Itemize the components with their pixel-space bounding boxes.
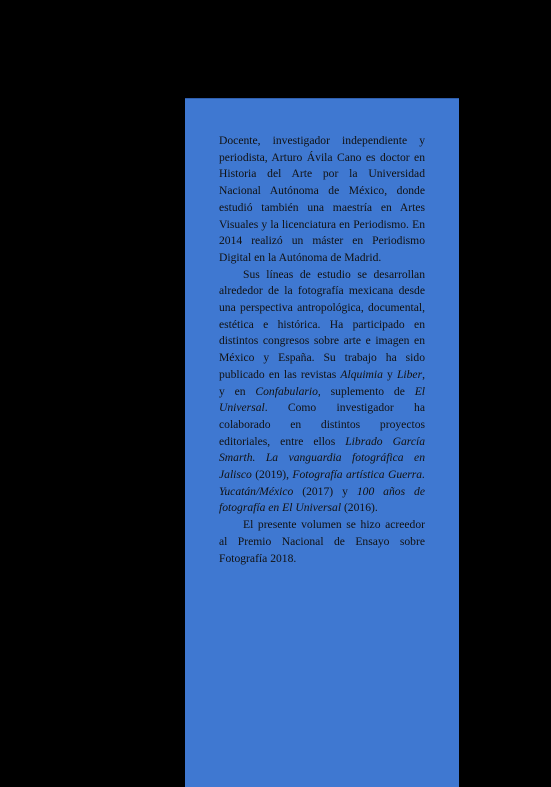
bio-text: y (382, 367, 397, 381)
book-title: Fotografía artística Guerra. Yucatán/México (219, 468, 425, 498)
bio-text: (2019), (251, 468, 293, 482)
book-title: 100 años de fotografía en El Universal (219, 484, 425, 515)
bio-paragraph-2 (219, 267, 425, 518)
bio-text: . Como investigador ha colaborado en distintos proyectos editoriales, entre ellos (219, 401, 425, 448)
publication-title: Liber (396, 367, 423, 381)
bio-paragraph-1: Docente, investigador independiente y periodista, Arturo Ávila Cano es doctor en Historia del Arte por la Universidad Nacional Autónoma de México, donde estudió también una maestría en Artes Visuales y la licenciatura en Periodismo. En 2014 realizó un máster en Periodismo Digital en la Autónoma de Madrid. (219, 134, 425, 264)
bio-text: , suplemento de (317, 384, 415, 398)
bio-paragraph-3: El presente volumen se hizo acreedor al Premio Nacional de Ensayo sobre Fotografía 2018. (219, 518, 425, 565)
bio-text: (2017) y (293, 484, 357, 498)
author-bio (219, 133, 425, 567)
bio-text: Sus líneas de estudio se desarrollan alrededor de la fotografía mexicana desde una perspectiva antropológica, documental, estética e histórica. Ha participado en distintos congresos sobre arte e imagen en México y España. Su trabajo ha sido publicado en las revistas (219, 267, 425, 381)
publication-title: Confabulario (255, 384, 318, 398)
bio-text: (2016). (341, 501, 378, 515)
bio-text: , y en (219, 367, 425, 398)
book-title: Librado García Smarth. La vanguardia fotográfica en Jalisco (219, 434, 426, 482)
publication-title: El Universal (219, 384, 425, 415)
back-flap (185, 98, 459, 787)
publication-title: Alquimia (340, 367, 383, 381)
